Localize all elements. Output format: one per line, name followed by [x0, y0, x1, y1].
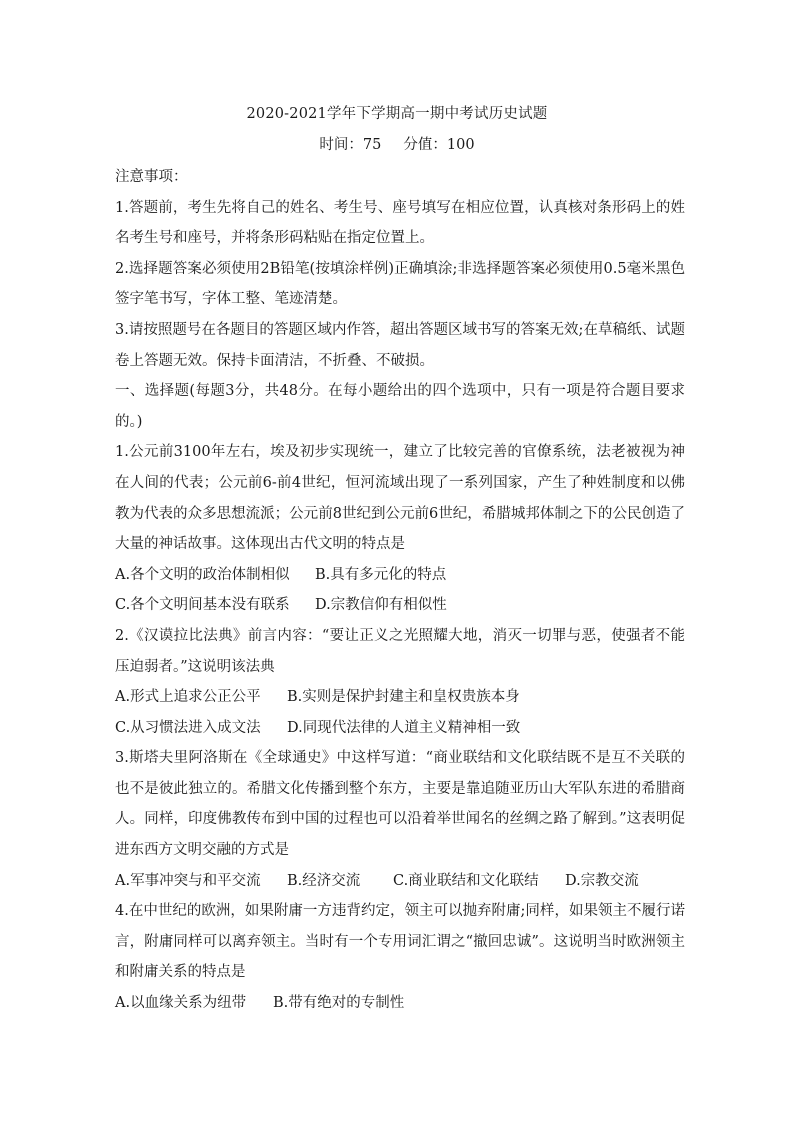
option: B.具有多元化的特点	[315, 566, 447, 583]
option: D.同现代法律的人道主义精神相一致	[287, 719, 521, 736]
note-item: 1.答题前，考生先将自己的姓名、考生号、座号填写在相应位置，认真核对条形码上的姓名考生号和座号，并将条形码粘贴在指定位置上。	[115, 199, 685, 247]
option: A.各个文明的政治体制相似	[115, 566, 290, 583]
question-stem: 2.《汉谟拉比法典》前言内容：“要让正义之光照耀大地，消灭一切罪与恶，使强者不能压迫弱者。”这说明该法典	[115, 627, 685, 675]
score-label: 分值：100	[403, 137, 475, 153]
option: A.军事冲突与和平交流	[115, 872, 261, 889]
question-options	[115, 988, 685, 1019]
time-label: 时间：75	[319, 137, 382, 153]
section-heading: 一、选择题(每题3分，共48分。在每小题给出的四个选项中，只有一项是符合题目要求的。)	[115, 383, 685, 430]
option: D.宗教交流	[565, 872, 639, 889]
question-options	[115, 590, 685, 621]
option: D.宗教信仰有相似性	[315, 597, 447, 614]
option: A.以血缘关系为纽带	[115, 995, 247, 1012]
question-stem: 1.公元前3100年左右，埃及初步实现统一，建立了比较完善的官僚系统，法老被视为神在人间的代表；公元前6-前4世纪，恒河流域出现了一系列国家，产生了种姓制度和以佛教为代表的众多思想流派；公元前8世纪到公元前6世纪，希腊城邦体制之下的公民创造了大量的神话故事。这体现出古代文明的特点是	[115, 444, 685, 553]
exam-info	[0, 133, 794, 154]
option: C.从习惯法进入成文法	[115, 719, 261, 736]
option: C.各个文明间基本没有联系	[115, 597, 290, 614]
exam-title: 2020-2021学年下学期高一期中考试历史试题	[246, 106, 548, 122]
question-options	[115, 682, 685, 713]
question-stem: 4.在中世纪的欧洲，如果附庸一方违背约定，领主可以抛弃附庸;同样，如果领主不履行诺言，附庸同样可以离弃领主。当时有一个专用词汇谓之“撤回忠诚”。这说明当时欧洲领主和附庸关系的特点是	[115, 903, 685, 981]
option: B.经济交流	[287, 872, 361, 889]
question-options	[115, 713, 685, 744]
note-item: 3.请按照题号在各题目的答题区域内作答，超出答题区域书写的答案无效;在草稿纸、试题卷上答题无效。保持卡面清洁，不折叠、不破损。	[115, 321, 685, 369]
question-options	[115, 560, 685, 591]
option: A.形式上追求公正公平	[115, 689, 261, 706]
option: B.实则是保护封建主和皇权贵族本身	[287, 689, 520, 706]
question-stem: 3.斯塔夫里阿洛斯在《全球通史》中这样写道：“商业联结和文化联结既不是互不关联的也不是彼此独立的。希腊文化传播到整个东方，主要是靠追随亚历山大军队东进的希腊商人。同样，印度佛教传布到中国的过程也可以沿着举世闻名的丝绸之路了解到。”这表明促进东西方文明交融的方式是	[115, 750, 685, 859]
option: C.商业联结和文化联结	[393, 872, 539, 889]
option: B.带有绝对的专制性	[273, 995, 405, 1012]
exam-body	[115, 162, 685, 1019]
question-options	[115, 866, 685, 897]
note-item: 2.选择题答案必须使用2B铅笔(按填涂样例)正确填涂;非选择题答案必须使用0.5毫米黑色签字笔书写，字体工整、笔迹清楚。	[115, 260, 685, 308]
notes-heading: 注意事项：	[115, 169, 188, 185]
